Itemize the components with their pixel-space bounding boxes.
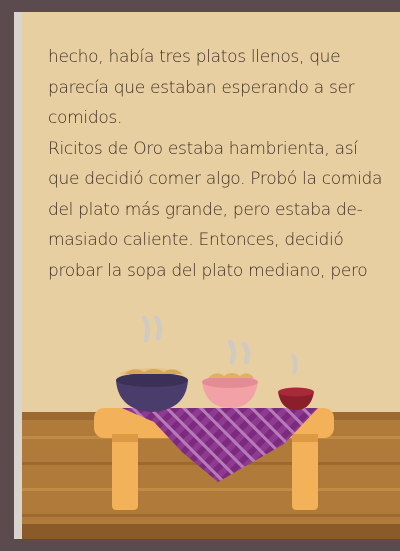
story-line: masiado caliente. Entonces, decidió bbox=[48, 230, 344, 250]
kitchen-scene-illustration bbox=[22, 312, 400, 539]
story-line: comidos. bbox=[48, 108, 123, 128]
medium-bowl bbox=[202, 342, 258, 408]
story-text bbox=[48, 42, 388, 286]
story-page bbox=[22, 12, 400, 539]
story-line: Ricitos de Oro estaba hambrienta, así bbox=[48, 138, 358, 159]
book-spine bbox=[14, 12, 22, 539]
story-line: probar la sopa del plato mediano, pero bbox=[48, 260, 368, 281]
small-bowl bbox=[278, 356, 314, 410]
story-line: hecho, había tres platos llenos, que bbox=[48, 47, 341, 67]
story-line: del plato más grande, pero estaba de- bbox=[48, 199, 363, 220]
large-bowl bbox=[116, 318, 188, 412]
story-line: parecía que estaban esperando a ser bbox=[48, 77, 355, 98]
story-line: que decidió comer algo. Probó la comida bbox=[48, 169, 383, 189]
